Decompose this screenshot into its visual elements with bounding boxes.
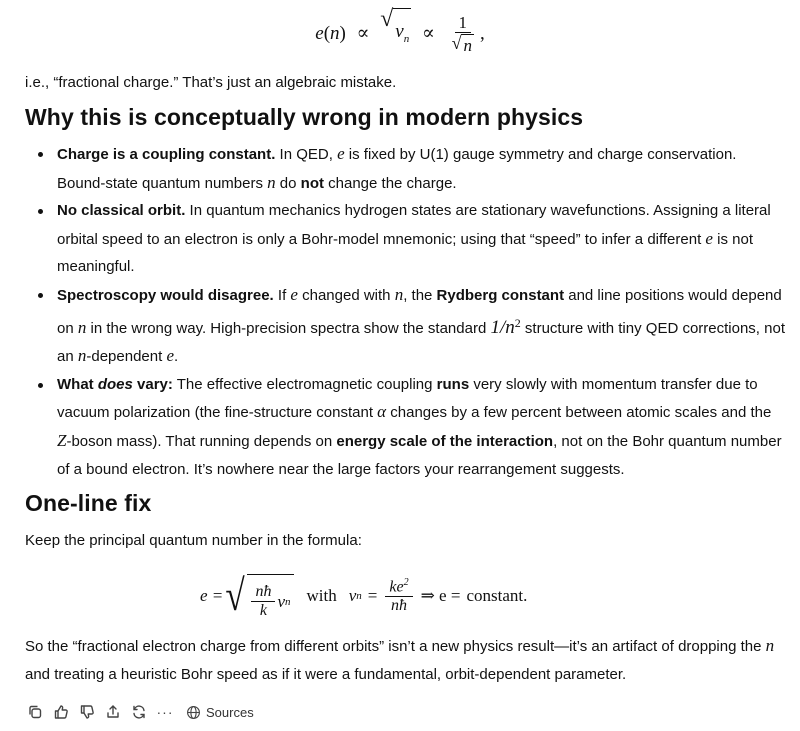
thumbs-up-icon[interactable]: [48, 699, 74, 725]
list-item: No classical orbit. In quantum mechanics hydrogen states are stationary wavefunctions. Assigning a literal orbital speed to an electron is only a Bohr-model mnemonic; using that “speed” to infer a different e is not meaningful.: [30, 197, 785, 281]
sources-button[interactable]: [186, 705, 254, 720]
fix-intro-text: Keep the principal quantum number in the formula:: [25, 532, 362, 549]
globe-icon: [186, 705, 201, 720]
section-heading-why-wrong: Why this is conceptually wrong in modern physics: [25, 104, 584, 130]
explanation-list: [30, 140, 785, 483]
thumbs-down-icon[interactable]: [74, 699, 100, 725]
equation-fractional-charge: e(n) ∝ √ $v_n$ ∝ 1 √ n ,: [0, 8, 800, 61]
share-icon[interactable]: [100, 699, 126, 725]
sources-label: Sources: [206, 704, 254, 720]
intro-text: i.e., “fractional charge.” That’s just an algebraic mistake.: [25, 74, 397, 91]
closing-text: So the “fractional electron charge from different orbits” isn’t a new physics result—it’s an artifact of dropping the n and treating a heuristic Bohr speed as if it were a fundamental, orbit-dependent parameter.: [25, 636, 775, 683]
list-item: Charge is a coupling constant. In QED, e is fixed by U(1) gauge symmetry and charge conservation. Bound-state quantum numbers n do not change the charge.: [30, 140, 785, 197]
message-action-toolbar: [22, 699, 254, 725]
section-heading-fix: One-line fix: [25, 490, 152, 516]
list-item: Spectroscopy would disagree. If e changed with n, the Rydberg constant and line positions would depend on n in the wrong way. High-precision spectra show the standard $1/n^2$ structure with tiny QED corrections, not an n-dependent e.: [30, 281, 785, 371]
equation-constant-charge: e = √ $\frac{nħ}{k}$ v n with v n = $\frac{ke^2}{nħ}$ ⇒ e = constant.: [200, 560, 527, 632]
list-item: What does vary: The effective electromagnetic coupling runs very slowly with momentum transfer due to vacuum polarization (the fine-structure constant α changes by a few percent between atomic scales and the Z-boson mass). That running depends on energy scale of the interaction, not on the Bohr quantum number of a bound electron. It’s nowhere near the large factors your rearrangement suggests.: [30, 371, 785, 483]
more-icon[interactable]: ···: [156, 704, 174, 720]
copy-icon[interactable]: [22, 699, 48, 725]
regenerate-icon[interactable]: [126, 699, 152, 725]
